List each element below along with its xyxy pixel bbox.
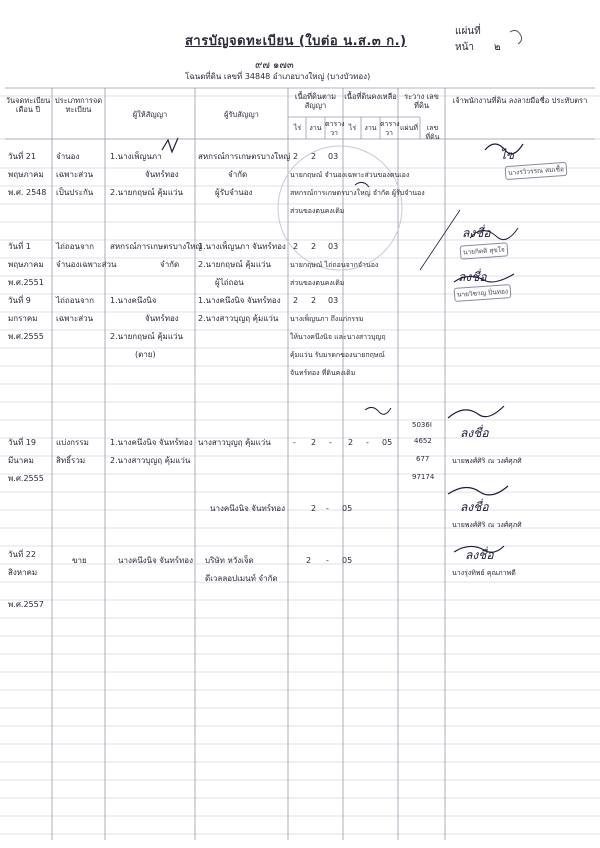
entry-4-survey-1: 5036I	[412, 421, 432, 429]
entry-1-type-2: เฉพาะส่วน	[56, 170, 94, 179]
registration-number: ๙๗ ๑๗๓	[255, 60, 294, 71]
entry-2-year: พ.ศ.2551	[8, 278, 44, 287]
sheet-label: แผ่นที่	[455, 26, 481, 37]
page-number-value: ๒	[494, 42, 501, 53]
entry-5-rai: 2	[311, 504, 317, 513]
entry-6-type-1: ขาย	[72, 556, 87, 565]
entry-4-rai: -	[293, 438, 296, 447]
entry-3-officer-stamp: นายวิชาญ ปิ่นทอง	[454, 284, 512, 302]
survey-parcel-no: เลขที่ดิน	[425, 124, 440, 141]
col-type-header: ประเภทการจดทะเบียน	[54, 96, 103, 114]
entry-2-rai: 2	[293, 242, 299, 251]
entry-1-date: วันที่ 21	[8, 152, 36, 161]
entry-5-wa: 05	[342, 504, 353, 513]
survey-sheet-no: แผ่นที่	[399, 124, 418, 132]
entry-3-month: มกราคม	[8, 314, 38, 323]
col-area-remain-header: เนื้อที่ดินคงเหลือ	[344, 92, 397, 101]
col-survey-header: ระวาง เลขที่ดิน	[404, 92, 439, 110]
entry-5-officer-stamp: นายพงศ์ศิริ ณ วงศ์ศุภศิ	[452, 521, 522, 529]
entry-4-date: วันที่ 19	[8, 438, 36, 447]
entry-6-date: วันที่ 22	[8, 550, 36, 559]
document-title: สารบัญจดทะเบียน (ใบต่อ น.ส.๓ ก.)	[185, 34, 407, 49]
entry-2-grantee-1: 1.นางเพ็ญนภา จันทร์ทอง	[198, 242, 286, 251]
entry-2-wa: 03	[328, 242, 339, 251]
entry-4-survey-3: 677	[416, 455, 430, 463]
entry-3-note-1: นางเพ็ญนภา ถึงแก่กรรม	[290, 315, 364, 323]
entry-1-ngan: 2	[311, 152, 317, 161]
entry-5-ngan: -	[326, 504, 329, 513]
entry-6-grantor-1: นางคนึงนิจ จันทร์ทอง	[118, 556, 194, 565]
entry-3-ngan: 2	[311, 296, 317, 305]
entry-1-note-2: สหกรณ์การเกษตรบางใหญ่ จำกัด ผู้รับจำนอง	[290, 189, 425, 197]
unit-ngan-1: งาน	[309, 124, 322, 132]
entry-6-year: พ.ศ.2557	[8, 600, 44, 609]
entry-1-note-3: ส่วนของตนคงเดิม	[290, 207, 345, 215]
entry-4-officer-signature: ลงชื่อ	[460, 426, 489, 440]
entry-2-grantee-2: 2.นายกฤษณ์ คุ้มแว่น	[198, 260, 271, 269]
unit-rai-1: ไร่	[293, 124, 302, 132]
entry-6-grantee-2: ดีเวลลอปเมนท์ จำกัด	[205, 574, 278, 583]
entry-2-note-2: ส่วนของตนคงเดิม	[290, 279, 345, 287]
entry-2-type-2: จำนองเฉพาะส่วน	[56, 260, 117, 269]
entry-1-grantor-2: จันทร์ทอง	[145, 170, 179, 179]
entry-2-ngan: 2	[311, 242, 317, 251]
entry-5-grantee-1: นางคนึงนิจ จันทร์ทอง	[210, 504, 286, 513]
col-grantee-header: ผู้รับสัญญา	[224, 110, 259, 119]
entry-6-rai: 2	[306, 556, 312, 565]
entry-1-grantor-1: 1.นางเพ็ญนภา	[110, 152, 162, 161]
entry-6-month: สิงหาคม	[8, 568, 38, 577]
entry-1-note-1: นายกฤษณ์ จำนองเฉพาะส่วนของตนเอง	[290, 171, 410, 179]
entry-2-officer-stamp: นายกิตติ สุขใจ	[460, 242, 509, 259]
entry-1-grantee-1: สหกรณ์การเกษตรบางใหญ่	[198, 152, 291, 161]
entry-2-month: พฤษภาคม	[8, 260, 44, 269]
col-area-contract-header: เนื้อที่ดินตามสัญญา	[294, 92, 337, 110]
unit-wa-1: ตารางวา	[325, 120, 345, 137]
entry-3-note-3: คุ้มแว่น รับมรดกของนายกฤษณ์	[290, 351, 385, 359]
entry-4-type-2: สิทธิ์รวม	[56, 456, 86, 465]
entry-3-type-1: ไถ่ถอนจาก	[56, 296, 95, 305]
entry-1-officer-stamp: นางรวิวรรณ สมเชื้อ	[505, 162, 568, 180]
entry-4-grantor-1: 1.นางคนึงนิจ จันทร์ทอง	[110, 438, 193, 447]
entry-3-rai: 2	[293, 296, 299, 305]
unit-rai-2: ไร่	[348, 124, 357, 132]
entry-1-grantee-3: ผู้รับจำนอง	[215, 188, 253, 197]
entry-1-rai: 2	[293, 152, 299, 161]
entry-1-type-3: เป็นประกัน	[56, 188, 94, 197]
entry-4-year: พ.ศ.2555	[8, 474, 44, 483]
entry-4-ngan: 2	[311, 438, 317, 447]
unit-ngan-2: งาน	[364, 124, 377, 132]
entry-5-officer-signature: ลงชื่อ	[460, 500, 489, 514]
entry-3-officer-signature: ลงชื่อ	[458, 270, 487, 284]
entry-4-type-1: แบ่งกรรม	[56, 438, 89, 447]
entry-2-grantor-2: จำกัด	[160, 260, 180, 269]
entry-3-date: วันที่ 9	[8, 296, 31, 305]
col-officer-header: เจ้าพนักงานที่ดิน ลงลายมือชื่อ ประทับตรา	[452, 96, 588, 105]
entry-2-note-1: นายกฤษณ์ ไถ่ถอนจากจำนอง	[290, 261, 379, 269]
entry-2-officer-signature: ลงชื่อ	[462, 226, 491, 240]
entry-3-wa: 03	[328, 296, 339, 305]
entry-2-type-1: ไถ่ถอนจาก	[56, 242, 95, 251]
entry-4-officer-stamp: นายพงศ์ศิริ ณ วงศ์ศุภศิ	[452, 457, 522, 465]
entry-4-remain-rai: 2	[348, 438, 354, 447]
unit-wa-2: ตารางวา	[380, 120, 400, 137]
entry-3-type-2: เฉพาะส่วน	[56, 314, 94, 323]
entry-3-grantor-3: 2.นายกฤษณ์ คุ้มแว่น	[110, 332, 183, 341]
entry-1-type-1: จำนอง	[56, 152, 80, 161]
entry-6-ngan: -	[326, 556, 329, 565]
entry-4-survey-4: 97174	[412, 473, 435, 481]
page-number-label: หน้า	[455, 42, 475, 53]
entry-4-remain-wa: 05	[382, 438, 393, 447]
entry-1-month: พฤษภาคม	[8, 170, 44, 179]
entry-4-wa: -	[329, 438, 332, 447]
entry-3-grantor-4: (ตาย)	[135, 350, 156, 359]
entry-4-survey-2: 4652	[414, 437, 432, 445]
entry-6-officer-stamp: นางรุ่งทิพย์ คุณภาพดี	[452, 569, 516, 577]
entry-6-officer-signature: ลงชื่อ	[465, 548, 494, 562]
entry-6-grantee-1: บริษัท หวังเจ็ด	[205, 556, 254, 565]
entry-3-grantee-2: 2.นางสาวบุญฤ คุ้มแว่น	[198, 314, 279, 323]
entry-3-note-2: ให้นางคนึงนิจ และนางสาวบุญฤ	[290, 333, 386, 341]
entry-3-grantee-1: 1.นางคนึงนิจ จันทร์ทอง	[198, 296, 281, 305]
entry-3-year: พ.ศ.2555	[8, 332, 44, 341]
col-date-header: วันจดทะเบียน เดือน ปี	[5, 96, 51, 114]
col-grantor-header: ผู้ให้สัญญา	[132, 110, 168, 119]
entry-2-date: วันที่ 1	[8, 242, 31, 251]
entry-3-grantor-1: 1.นางคนึงนิจ	[110, 296, 157, 305]
entry-4-grantee-1: นางสาวบุญฤ คุ้มแว่น	[198, 438, 271, 447]
entry-3-grantor-2: จันทร์ทอง	[145, 314, 179, 323]
entry-4-grantor-2: 2.นางสาวบุญฤ คุ้มแว่น	[110, 456, 191, 465]
entry-1-wa: 03	[328, 152, 339, 161]
land-title-line: โฉนดที่ดิน เลขที่ 34848 อำเภอบางใหญ่ (บางบัวทอง)	[185, 72, 371, 81]
entry-2-grantor-1: สหกรณ์การเกษตรบางใหญ่	[110, 242, 203, 251]
entry-1-year: พ.ศ. 2548	[8, 188, 47, 197]
entry-6-wa: 05	[342, 556, 353, 565]
entry-3-note-4: จันทร์ทอง ที่ดินคงเดิม	[290, 369, 356, 377]
entry-1-grantee-2: จำกัด	[228, 170, 248, 179]
entry-4-month: มีนาคม	[8, 456, 34, 465]
entry-1-grantor-3: 2.นายกฤษณ์ คุ้มแว่น	[110, 188, 183, 197]
entry-2-grantee-3: ผู้ไถ่ถอน	[215, 278, 244, 287]
entry-1-officer-signature: ไซ	[500, 148, 515, 162]
entry-4-remain-ngan: -	[366, 438, 369, 447]
